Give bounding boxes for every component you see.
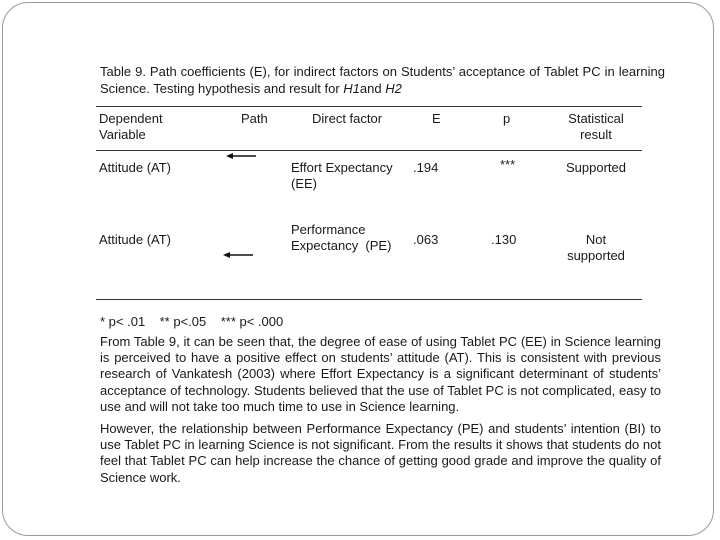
header-statistical-result bbox=[558, 111, 634, 143]
header-p: p bbox=[503, 111, 511, 126]
row1-p: *** bbox=[500, 157, 516, 172]
paragraph-effort-expectancy: From Table 9, it can be seen that, the degree of ease of using Tablet PC (EE) in Science learning is perceived to have a positive effect on students’ attitude (AT). This is consistent with previous research of Vankatesh (2003) where Effort Expectancy is a significant determinant of students’ acceptance of technology. Students believed that the use of Tablet PC is not complicated, easy to use and will not take too much time to use in Science learning. bbox=[100, 334, 661, 414]
row2-factor-line2: Expectancy (PE) bbox=[291, 238, 392, 253]
paragraph-performance-expectancy: However, the relationship between Performance Expectancy (PE) and students’ intention (BI) to use Tablet PC in learning Science is not significant. From the results it shows that students do not feel that Tablet PC can help increase the chance of getting good grade and improve the quality of Science work. bbox=[100, 421, 661, 485]
header-dependent-line2: Variable bbox=[99, 127, 146, 142]
row2-p: .130 bbox=[491, 232, 517, 247]
row1-direct-factor bbox=[291, 160, 393, 192]
table-header-rule bbox=[96, 150, 642, 151]
row2-dependent: Attitude (AT) bbox=[99, 232, 172, 247]
row1-e: .194 bbox=[413, 160, 439, 175]
row1-factor-line2: (EE) bbox=[291, 176, 317, 191]
row1-factor-line1: Effort Expectancy bbox=[291, 160, 393, 175]
caption-text: Table 9. Path coefficients (E), for indirect factors on Students’ acceptance of Tablet PC in learning Science. Testing hypothesis and result for bbox=[100, 64, 665, 96]
table-caption bbox=[100, 64, 665, 97]
row1-result-line1: Supported bbox=[566, 160, 626, 175]
header-dependent-variable bbox=[99, 111, 163, 143]
caption-h1: H1 bbox=[343, 80, 360, 96]
row2-factor-line1: Performance bbox=[291, 222, 366, 237]
row2-result-line2: supported bbox=[567, 248, 625, 263]
row2-direct-factor bbox=[291, 222, 391, 254]
row2-result bbox=[558, 232, 634, 264]
row2-path-arrow-icon bbox=[223, 249, 255, 261]
significance-footnote: * p< .01 ** p<.05 *** p< .000 bbox=[100, 314, 284, 329]
caption-h2: H2 bbox=[385, 80, 402, 96]
row1-path-arrow-icon bbox=[226, 150, 258, 162]
table-top-rule bbox=[96, 106, 642, 107]
header-result-line2: result bbox=[580, 127, 612, 142]
row1-result bbox=[558, 160, 634, 176]
table-bottom-rule bbox=[96, 299, 642, 300]
header-path: Path bbox=[241, 111, 268, 126]
row1-dependent: Attitude (AT) bbox=[99, 160, 172, 175]
header-dependent-line1: Dependent bbox=[99, 111, 163, 126]
slide-frame bbox=[2, 2, 714, 536]
header-direct-factor: Direct factor bbox=[312, 111, 383, 126]
header-e: E bbox=[432, 111, 441, 126]
header-result-line1: Statistical bbox=[568, 111, 624, 126]
caption-and: and bbox=[359, 80, 386, 96]
row2-e: .063 bbox=[413, 232, 439, 247]
row2-result-line1: Not bbox=[585, 232, 607, 247]
